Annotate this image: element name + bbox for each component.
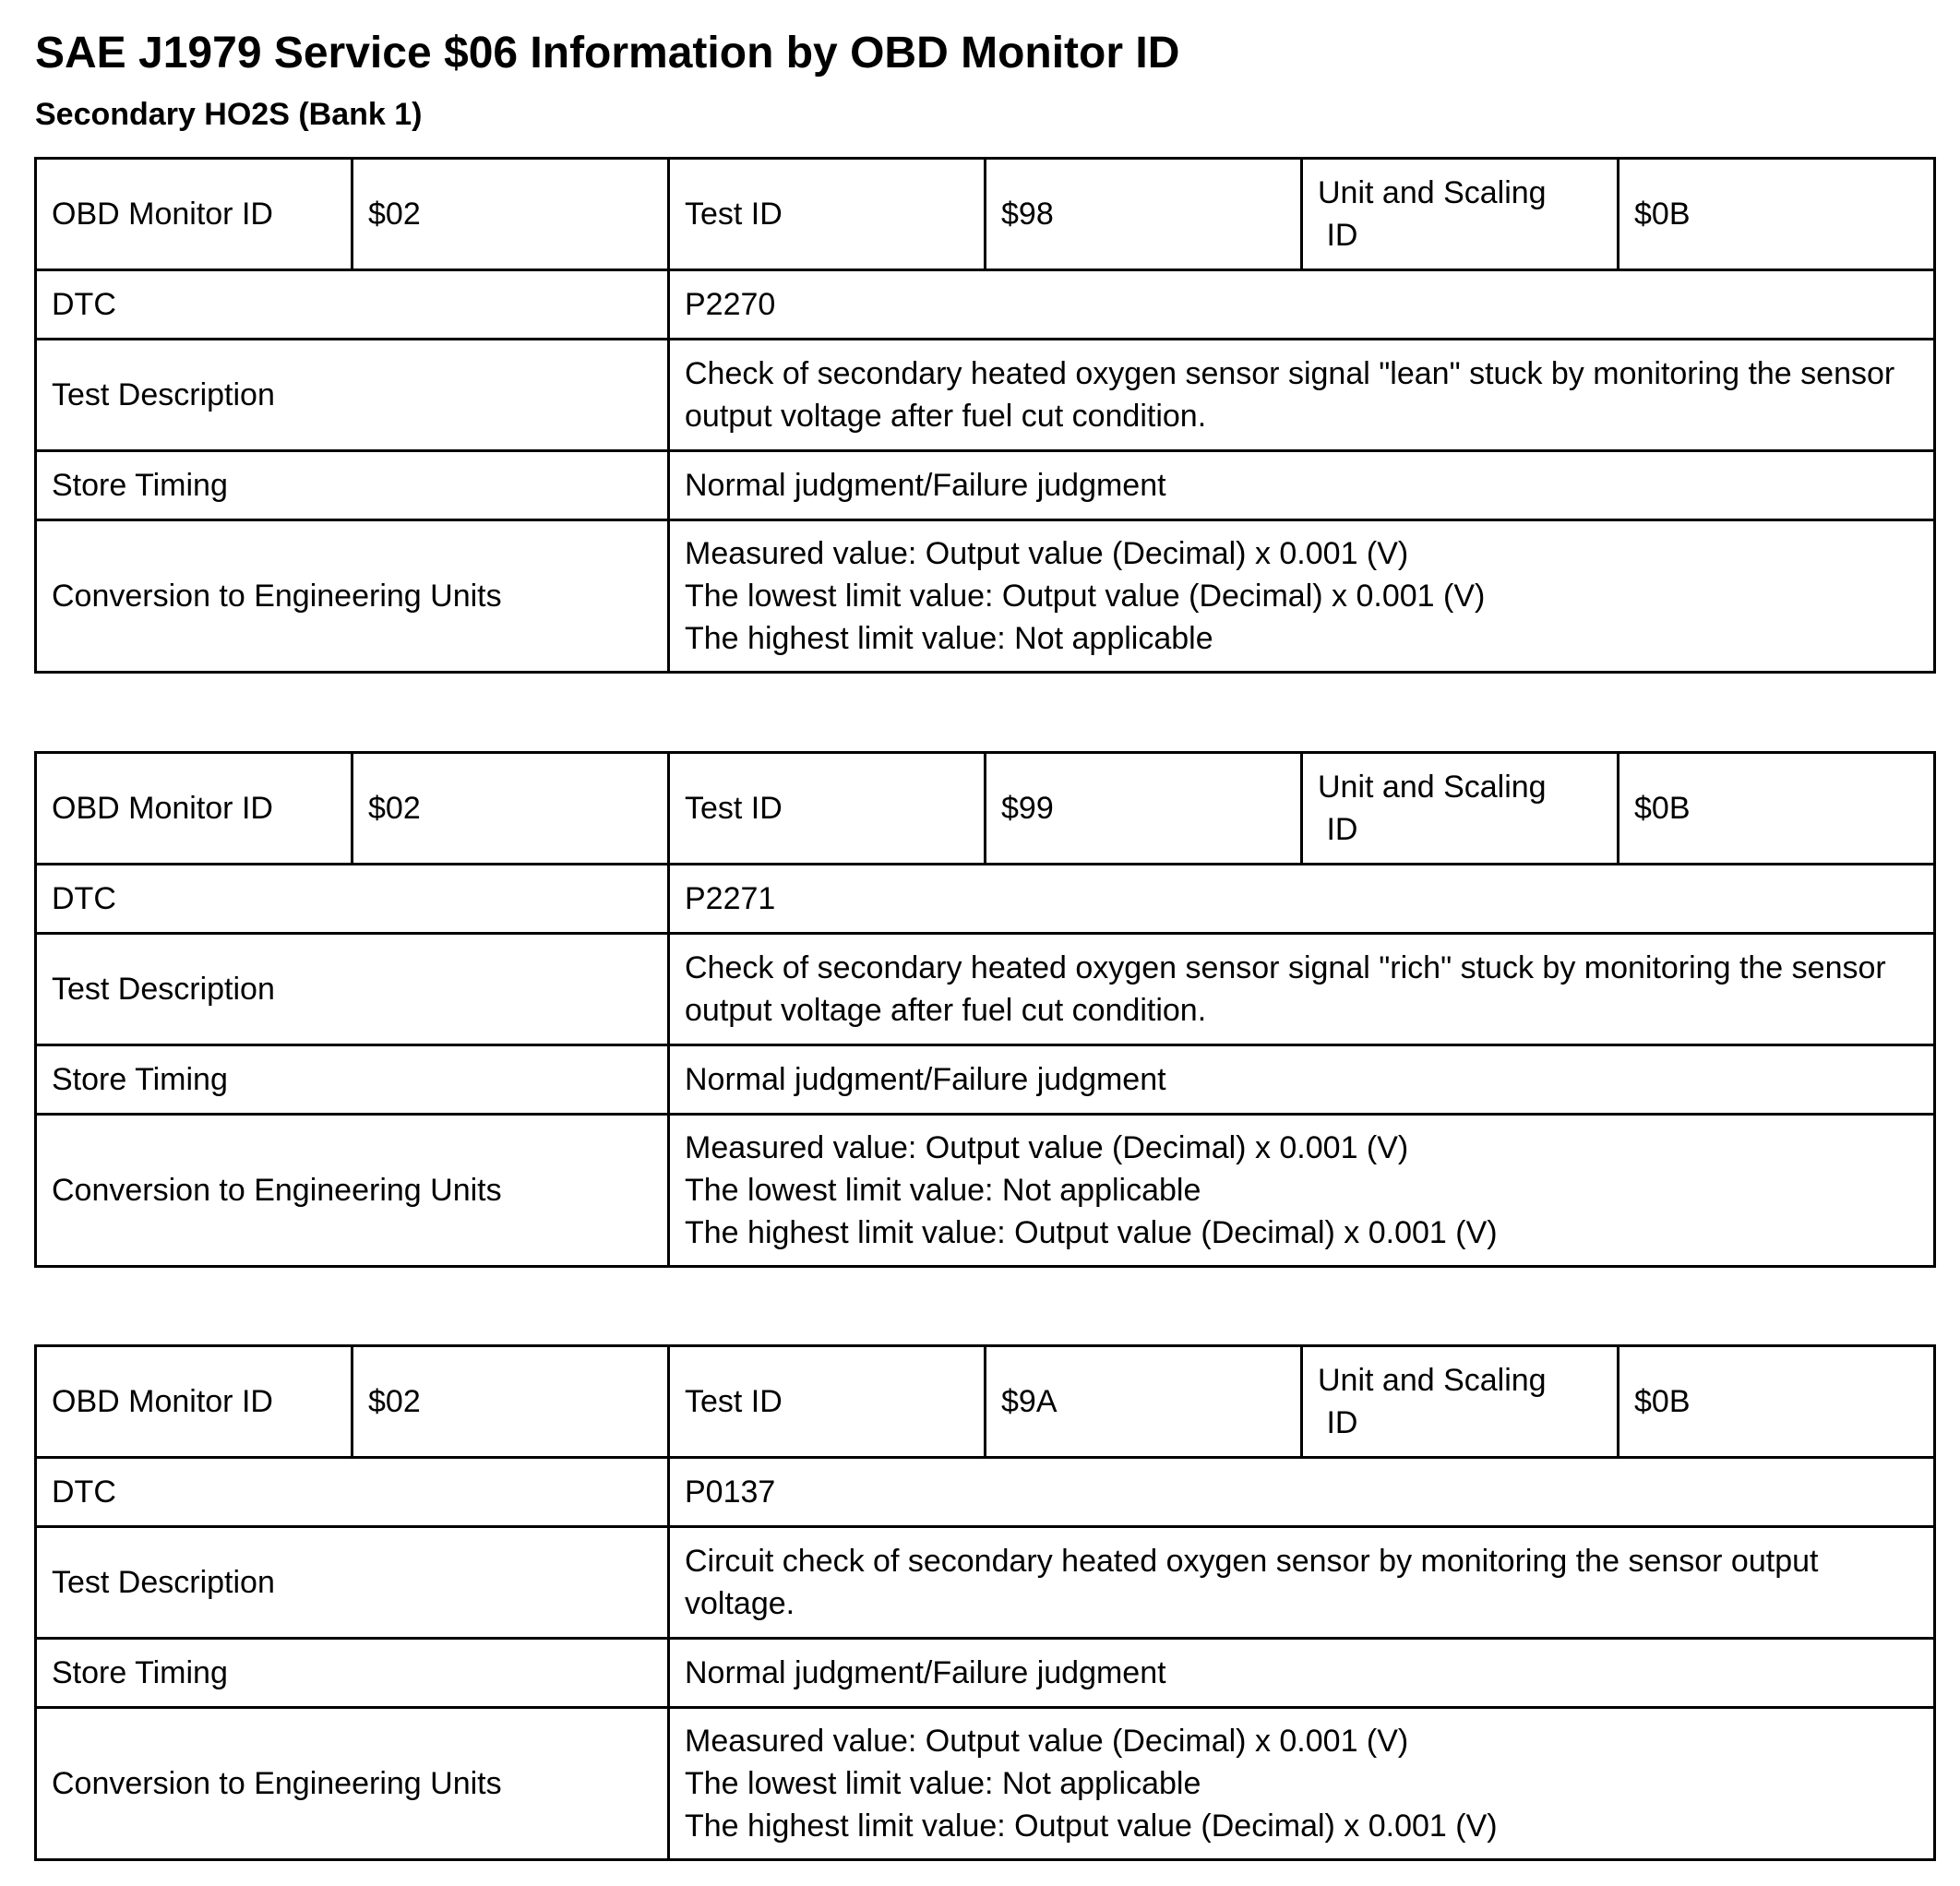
dtc-value: P0137: [669, 1458, 1935, 1527]
dtc-row: [36, 270, 1935, 340]
dtc-value: P2271: [669, 865, 1935, 934]
conversion-row: [36, 1115, 1935, 1267]
obd-monitor-id-label: OBD Monitor ID: [36, 753, 353, 865]
conversion-row: [36, 1708, 1935, 1860]
unit-scaling-label-line2: ID: [1326, 1405, 1358, 1440]
unit-scaling-label-line1: Unit and Scaling: [1318, 770, 1547, 805]
test-description-label: Test Description: [36, 340, 669, 451]
header-row: [36, 753, 1935, 865]
conversion-line-measured: Measured value: Output value (Decimal) x 0.001 (V): [685, 1724, 1409, 1759]
unit-scaling-id-value: $0B: [1619, 159, 1935, 270]
unit-scaling-label-line1: Unit and Scaling: [1318, 1363, 1547, 1398]
test-description-value: Check of secondary heated oxygen sensor signal "rich" stuck by monitoring the sensor output voltage after fuel cut condition.: [669, 934, 1935, 1045]
description-row: [36, 340, 1935, 451]
store-timing-row: [36, 1639, 1935, 1708]
description-row: [36, 934, 1935, 1045]
conversion-label: Conversion to Engineering Units: [36, 1115, 669, 1267]
dtc-row: [36, 1458, 1935, 1527]
dtc-row: [36, 865, 1935, 934]
unit-scaling-label-line1: Unit and Scaling: [1318, 175, 1547, 210]
header-row: [36, 1346, 1935, 1458]
obd-monitor-id-label: OBD Monitor ID: [36, 159, 353, 270]
unit-scaling-id-value: $0B: [1619, 1346, 1935, 1458]
conversion-value: [669, 1115, 1935, 1267]
dtc-value: P2270: [669, 270, 1935, 340]
conversion-value: [669, 1708, 1935, 1860]
test-description-label: Test Description: [36, 1527, 669, 1639]
test-id-label: Test ID: [669, 159, 986, 270]
conversion-line-lowest: The lowest limit value: Output value (Decimal) x 0.001 (V): [685, 579, 1486, 614]
conversion-line-lowest: The lowest limit value: Not applicable: [685, 1173, 1201, 1208]
store-timing-value: Normal judgment/Failure judgment: [669, 1045, 1935, 1115]
store-timing-label: Store Timing: [36, 1639, 669, 1708]
test-id-value: $99: [986, 753, 1302, 865]
store-timing-row: [36, 451, 1935, 520]
unit-scaling-id-label: [1302, 1346, 1619, 1458]
test-id-label: Test ID: [669, 753, 986, 865]
store-timing-label: Store Timing: [36, 451, 669, 520]
conversion-line-highest: The highest limit value: Output value (Decimal) x 0.001 (V): [685, 1215, 1498, 1250]
description-row: [36, 1527, 1935, 1639]
store-timing-value: Normal judgment/Failure judgment: [669, 1639, 1935, 1708]
unit-scaling-id-label: [1302, 159, 1619, 270]
test-description-label: Test Description: [36, 934, 669, 1045]
test-id-label: Test ID: [669, 1346, 986, 1458]
test-description-value: Check of secondary heated oxygen sensor signal "lean" stuck by monitoring the sensor output voltage after fuel cut condition.: [669, 340, 1935, 451]
obd-monitor-id-value: $02: [353, 159, 669, 270]
page-subtitle: Secondary HO2S (Bank 1): [35, 97, 423, 132]
dtc-label: DTC: [36, 270, 669, 340]
test-id-value: $9A: [986, 1346, 1302, 1458]
dtc-label: DTC: [36, 1458, 669, 1527]
conversion-line-measured: Measured value: Output value (Decimal) x 0.001 (V): [685, 536, 1409, 571]
conversion-line-lowest: The lowest limit value: Not applicable: [685, 1766, 1201, 1801]
test-description-value: Circuit check of secondary heated oxygen sensor by monitoring the sensor output voltage.: [669, 1527, 1935, 1639]
obd-monitor-id-value: $02: [353, 1346, 669, 1458]
header-row: [36, 159, 1935, 270]
conversion-row: [36, 520, 1935, 673]
conversion-label: Conversion to Engineering Units: [36, 1708, 669, 1860]
test-id-value: $98: [986, 159, 1302, 270]
obd-monitor-id-label: OBD Monitor ID: [36, 1346, 353, 1458]
unit-scaling-id-value: $0B: [1619, 753, 1935, 865]
unit-scaling-label-line2: ID: [1326, 812, 1358, 847]
monitor-table: [34, 157, 1936, 674]
conversion-label: Conversion to Engineering Units: [36, 520, 669, 673]
conversion-line-highest: The highest limit value: Not applicable: [685, 621, 1213, 656]
monitor-table: [34, 1344, 1936, 1861]
unit-scaling-label-line2: ID: [1326, 218, 1358, 253]
store-timing-row: [36, 1045, 1935, 1115]
store-timing-value: Normal judgment/Failure judgment: [669, 451, 1935, 520]
conversion-value: [669, 520, 1935, 673]
dtc-label: DTC: [36, 865, 669, 934]
obd-monitor-id-value: $02: [353, 753, 669, 865]
unit-scaling-id-label: [1302, 753, 1619, 865]
store-timing-label: Store Timing: [36, 1045, 669, 1115]
monitor-table: [34, 751, 1936, 1268]
page-title: SAE J1979 Service $06 Information by OBD Monitor ID: [35, 29, 1180, 78]
conversion-line-highest: The highest limit value: Output value (Decimal) x 0.001 (V): [685, 1808, 1498, 1844]
conversion-line-measured: Measured value: Output value (Decimal) x 0.001 (V): [685, 1130, 1409, 1165]
